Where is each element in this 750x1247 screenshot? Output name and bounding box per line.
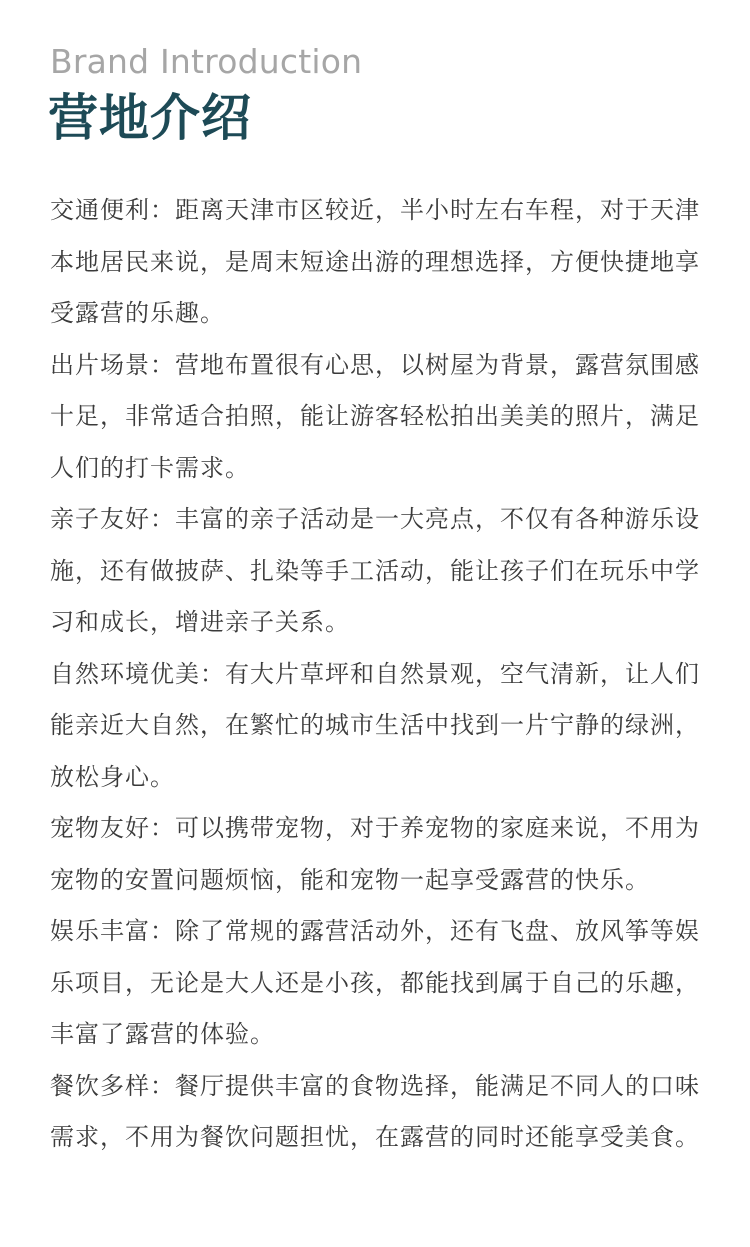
paragraph-dining: 餐饮多样：餐厅提供丰富的食物选择，能满足不同人的口味需求，不用为餐饮问题担忧，在露营的同时还能享受美食。 bbox=[50, 1071, 700, 1151]
section-subtitle: Brand Introduction bbox=[50, 42, 363, 81]
section-title: 营地介绍 bbox=[48, 89, 252, 147]
paragraph-transport: 交通便利：距离天津市区较近，半小时左右车程，对于天津本地居民来说，是周末短途出游的理想选择，方便快捷地享受露营的乐趣。 bbox=[50, 196, 700, 327]
paragraph-photo-scene: 出片场景：营地布置很有心思，以树屋为背景，露营氛围感十足，非常适合拍照，能让游客轻松拍出美美的照片，满足人们的打卡需求。 bbox=[50, 350, 700, 482]
paragraph-pet-friendly: 宠物友好：可以携带宠物，对于养宠物的家庭来说，不用为宠物的安置问题烦恼，能和宠物一起享受露营的快乐。 bbox=[50, 814, 700, 894]
paragraph-nature: 自然环境优美：有大片草坪和自然景观，空气清新，让人们能亲近大自然，在繁忙的城市生活中找到一片宁静的绿洲，放松身心。 bbox=[50, 659, 700, 791]
introduction-content bbox=[50, 185, 700, 1164]
paragraph-family-friendly: 亲子友好：丰富的亲子活动是一大亮点，不仅有各种游乐设施，还有做披萨、扎染等手工活动，能让孩子们在玩乐中学习和成长，增进亲子关系。 bbox=[50, 505, 700, 636]
paragraph-entertainment: 娱乐丰富：除了常规的露营活动外，还有飞盘、放风筝等娱乐项目，无论是大人还是小孩，都能找到属于自己的乐趣，丰富了露营的体验。 bbox=[50, 917, 700, 1048]
